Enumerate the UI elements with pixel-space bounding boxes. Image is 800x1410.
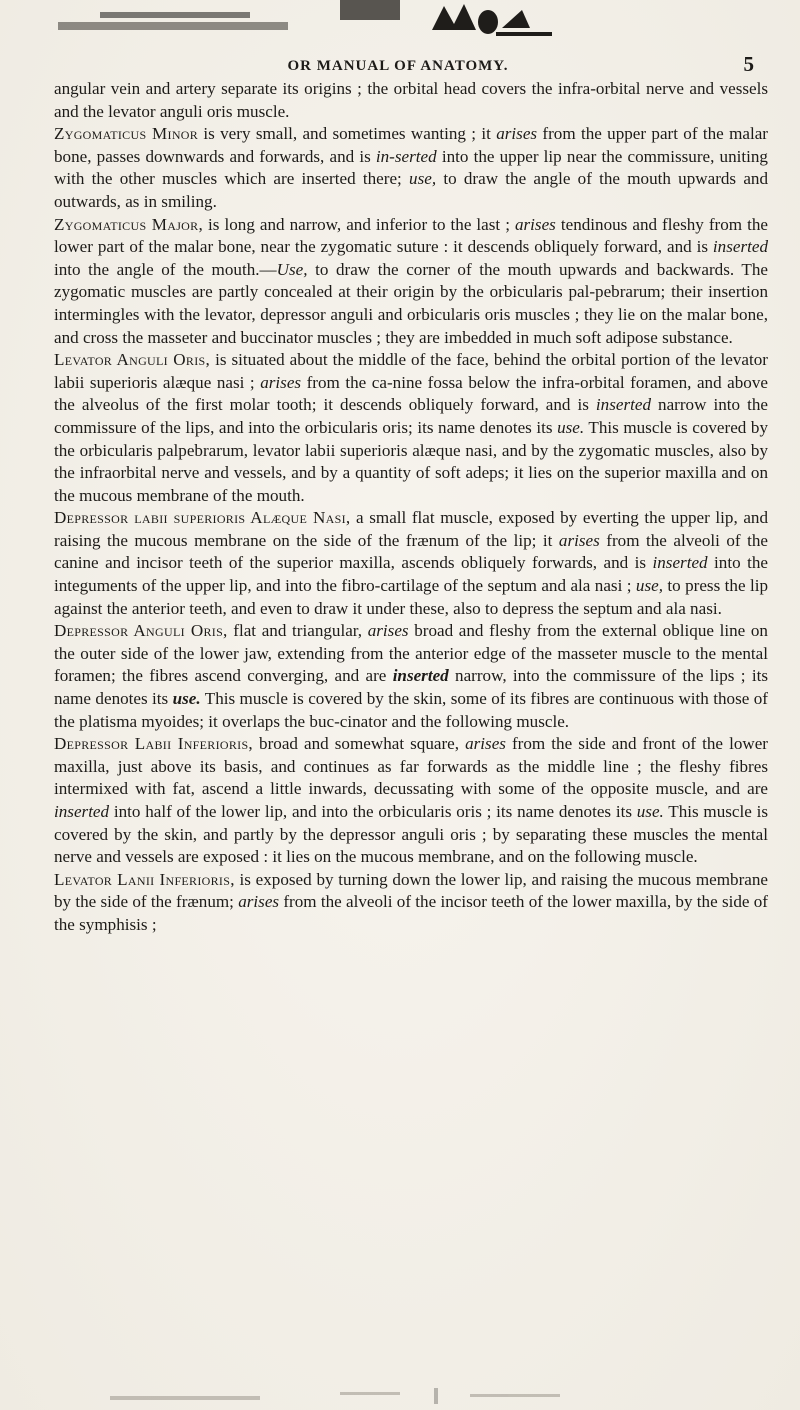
torn-print-ornament [58, 0, 552, 36]
text-run: This muscle is covered by the orbicularis palpebrarum, levator labii superioris alæque nasi, and by the zygomatic muscles, also by the infraorbital nerve and vessels, and by a quantity of soft adeps; it lies on the superior maxilla and on the mucous membrane of the mouth. [54, 417, 768, 505]
muscle-heading: Levator Anguli Oris, [54, 350, 211, 370]
muscle-heading: Depressor Labii Inferioris, [54, 734, 253, 754]
paragraph [54, 869, 768, 937]
italic-term: arises [496, 124, 538, 144]
italic-term: use, [635, 576, 663, 596]
text-run: This muscle is covered by the skin, some of its fibres are continuous with those of the platisma myoides; it overlaps the buc-cinator and the following muscle. [54, 689, 768, 731]
text-run: to press the lip against the anterior teeth, and even to draw it under these, also to depress the septum and ala nasi. [54, 576, 768, 618]
text-run: into half of the lower lip, and into the orbicularis oris ; its name denotes its [109, 802, 637, 821]
text-run: is situated about the middle of the face, behind the orbital portion of the levator labii superioris alæque nasi ; [54, 350, 769, 392]
italic-term: use. [636, 802, 664, 821]
text-run: from the ca-nine fossa below the infra-orbital foramen, and above the alveolus of the first molar tooth; it descends obliquely forward, and is [54, 372, 768, 415]
text-run: This muscle is covered by the skin, and partly by the depressor anguli oris ; by separating these muscles the mental nerve and vessels are exposed : it lies on the mucous membrane, and on the following muscle. [54, 802, 768, 867]
paragraph [54, 349, 768, 507]
top-ornament [40, 0, 760, 46]
italic-term: use, [409, 169, 437, 189]
italic-term: in-serted [375, 146, 437, 166]
text-run: is long and narrow, and inferior to the last ; [203, 214, 515, 234]
page-number: 5 [743, 52, 754, 76]
italic-term: inserted [652, 553, 708, 573]
text-run: is very small, and sometimes wanting ; it [198, 124, 497, 144]
italic-term: arises [367, 621, 409, 641]
muscle-heading: Zygomaticus Major, [54, 214, 204, 234]
text-run: broad and somewhat square, [253, 734, 466, 754]
italic-term: arises [260, 372, 302, 392]
italic-term: inserted [392, 666, 449, 686]
italic-term: arises [514, 214, 556, 234]
faded-print-marks [110, 1388, 560, 1404]
italic-term: inserted [712, 237, 768, 257]
paragraph [54, 78, 768, 123]
running-head: OR MANUAL OF ANATOMY. [287, 58, 509, 74]
text-run: to draw the corner of the mouth upwards and backwards. The zygomatic muscles are partly concealed at their origin by the orbicularis pal-pebrarum; their insertion intermingles with the levator, depressor anguli and orbicularis oris muscles ; they lie on the malar bone, and cross the masseter and buccinator muscles ; they are imbedded in much soft adipose substance. [54, 259, 769, 347]
bottom-ornament [40, 1384, 760, 1410]
text-run: narrow into the commissure of the lips, and into the orbicularis oris; its name denotes its [54, 395, 768, 437]
text-run: into the upper lip near the commissure, uniting with the other muscles which are inserted there; [54, 146, 768, 189]
text-run: from the side and front of the lower maxilla, just above its basis, and continues as far forwards as the middle line ; the fleshy fibres intermixed with fat, ascend a little inwards, decussating with some of the opposite muscle, and are [54, 734, 768, 799]
paragraph [54, 214, 768, 350]
text-run: tendinous and fleshy from the lower part of the malar bone, near the zygomatic suture : it descends obliquely forward, and is [54, 214, 769, 257]
text-run: from the alveoli of the incisor teeth of the lower maxilla, by the side of the symphisis ; [54, 892, 768, 934]
text-run: narrow, into the commissure of the lips ; its name denotes its [54, 666, 768, 709]
paragraph [54, 507, 768, 620]
text-run: into the angle of the mouth.— [54, 259, 277, 279]
muscle-heading: Levator Lanii Inferioris, [54, 869, 235, 889]
paragraph [54, 123, 768, 213]
italic-term: inserted [595, 395, 651, 415]
italic-term: inserted [54, 802, 110, 821]
italic-term: arises [238, 892, 280, 912]
text-run: angular vein and artery separate its origins ; the orbital head covers the infra-orbital nerve and vessels and the levator anguli oris muscle. [54, 79, 768, 121]
muscle-heading: Depressor labii superioris Alæque Nasi, [54, 508, 351, 528]
text-run: from the upper part of the malar bone, passes downwards and forwards, and is [54, 124, 768, 166]
italic-term: use. [172, 689, 201, 709]
paragraph [54, 620, 768, 733]
text-run: into the integuments of the upper lip, and into the fibro-cartilage of the septum and ala nasi ; [54, 553, 768, 596]
page-header [42, 52, 754, 80]
text-run: broad and fleshy from the external oblique line on the outer side of the lower jaw, extending from the anterior edge of the masseter muscle to the mental foramen; the fibres ascend converging, and are [54, 621, 768, 686]
text-run: is exposed by turning down the lower lip, and raising the mucous membrane by the side of the frænum; [54, 869, 768, 912]
italic-term: arises [558, 530, 600, 550]
text-run: from the alveoli of the canine and incisor teeth of the superior maxilla, ascends obliquely forwards, and is [54, 530, 768, 573]
muscle-heading: Depressor Anguli Oris, [54, 621, 228, 641]
muscle-heading: Zygomaticus Minor [54, 124, 199, 144]
italic-term: arises [465, 734, 506, 754]
italic-term: use. [557, 417, 585, 437]
paragraph [54, 733, 768, 869]
text-run: a small flat muscle, exposed by everting the upper lip, and raising the mucous membrane on the side of the frænum of the lip; it [54, 508, 769, 550]
text-run: flat and triangular, [227, 621, 368, 641]
body-text [54, 78, 768, 937]
italic-term: Use, [276, 259, 308, 279]
text-run: to draw the angle of the mouth upwards and outwards, as in smiling. [54, 169, 768, 211]
